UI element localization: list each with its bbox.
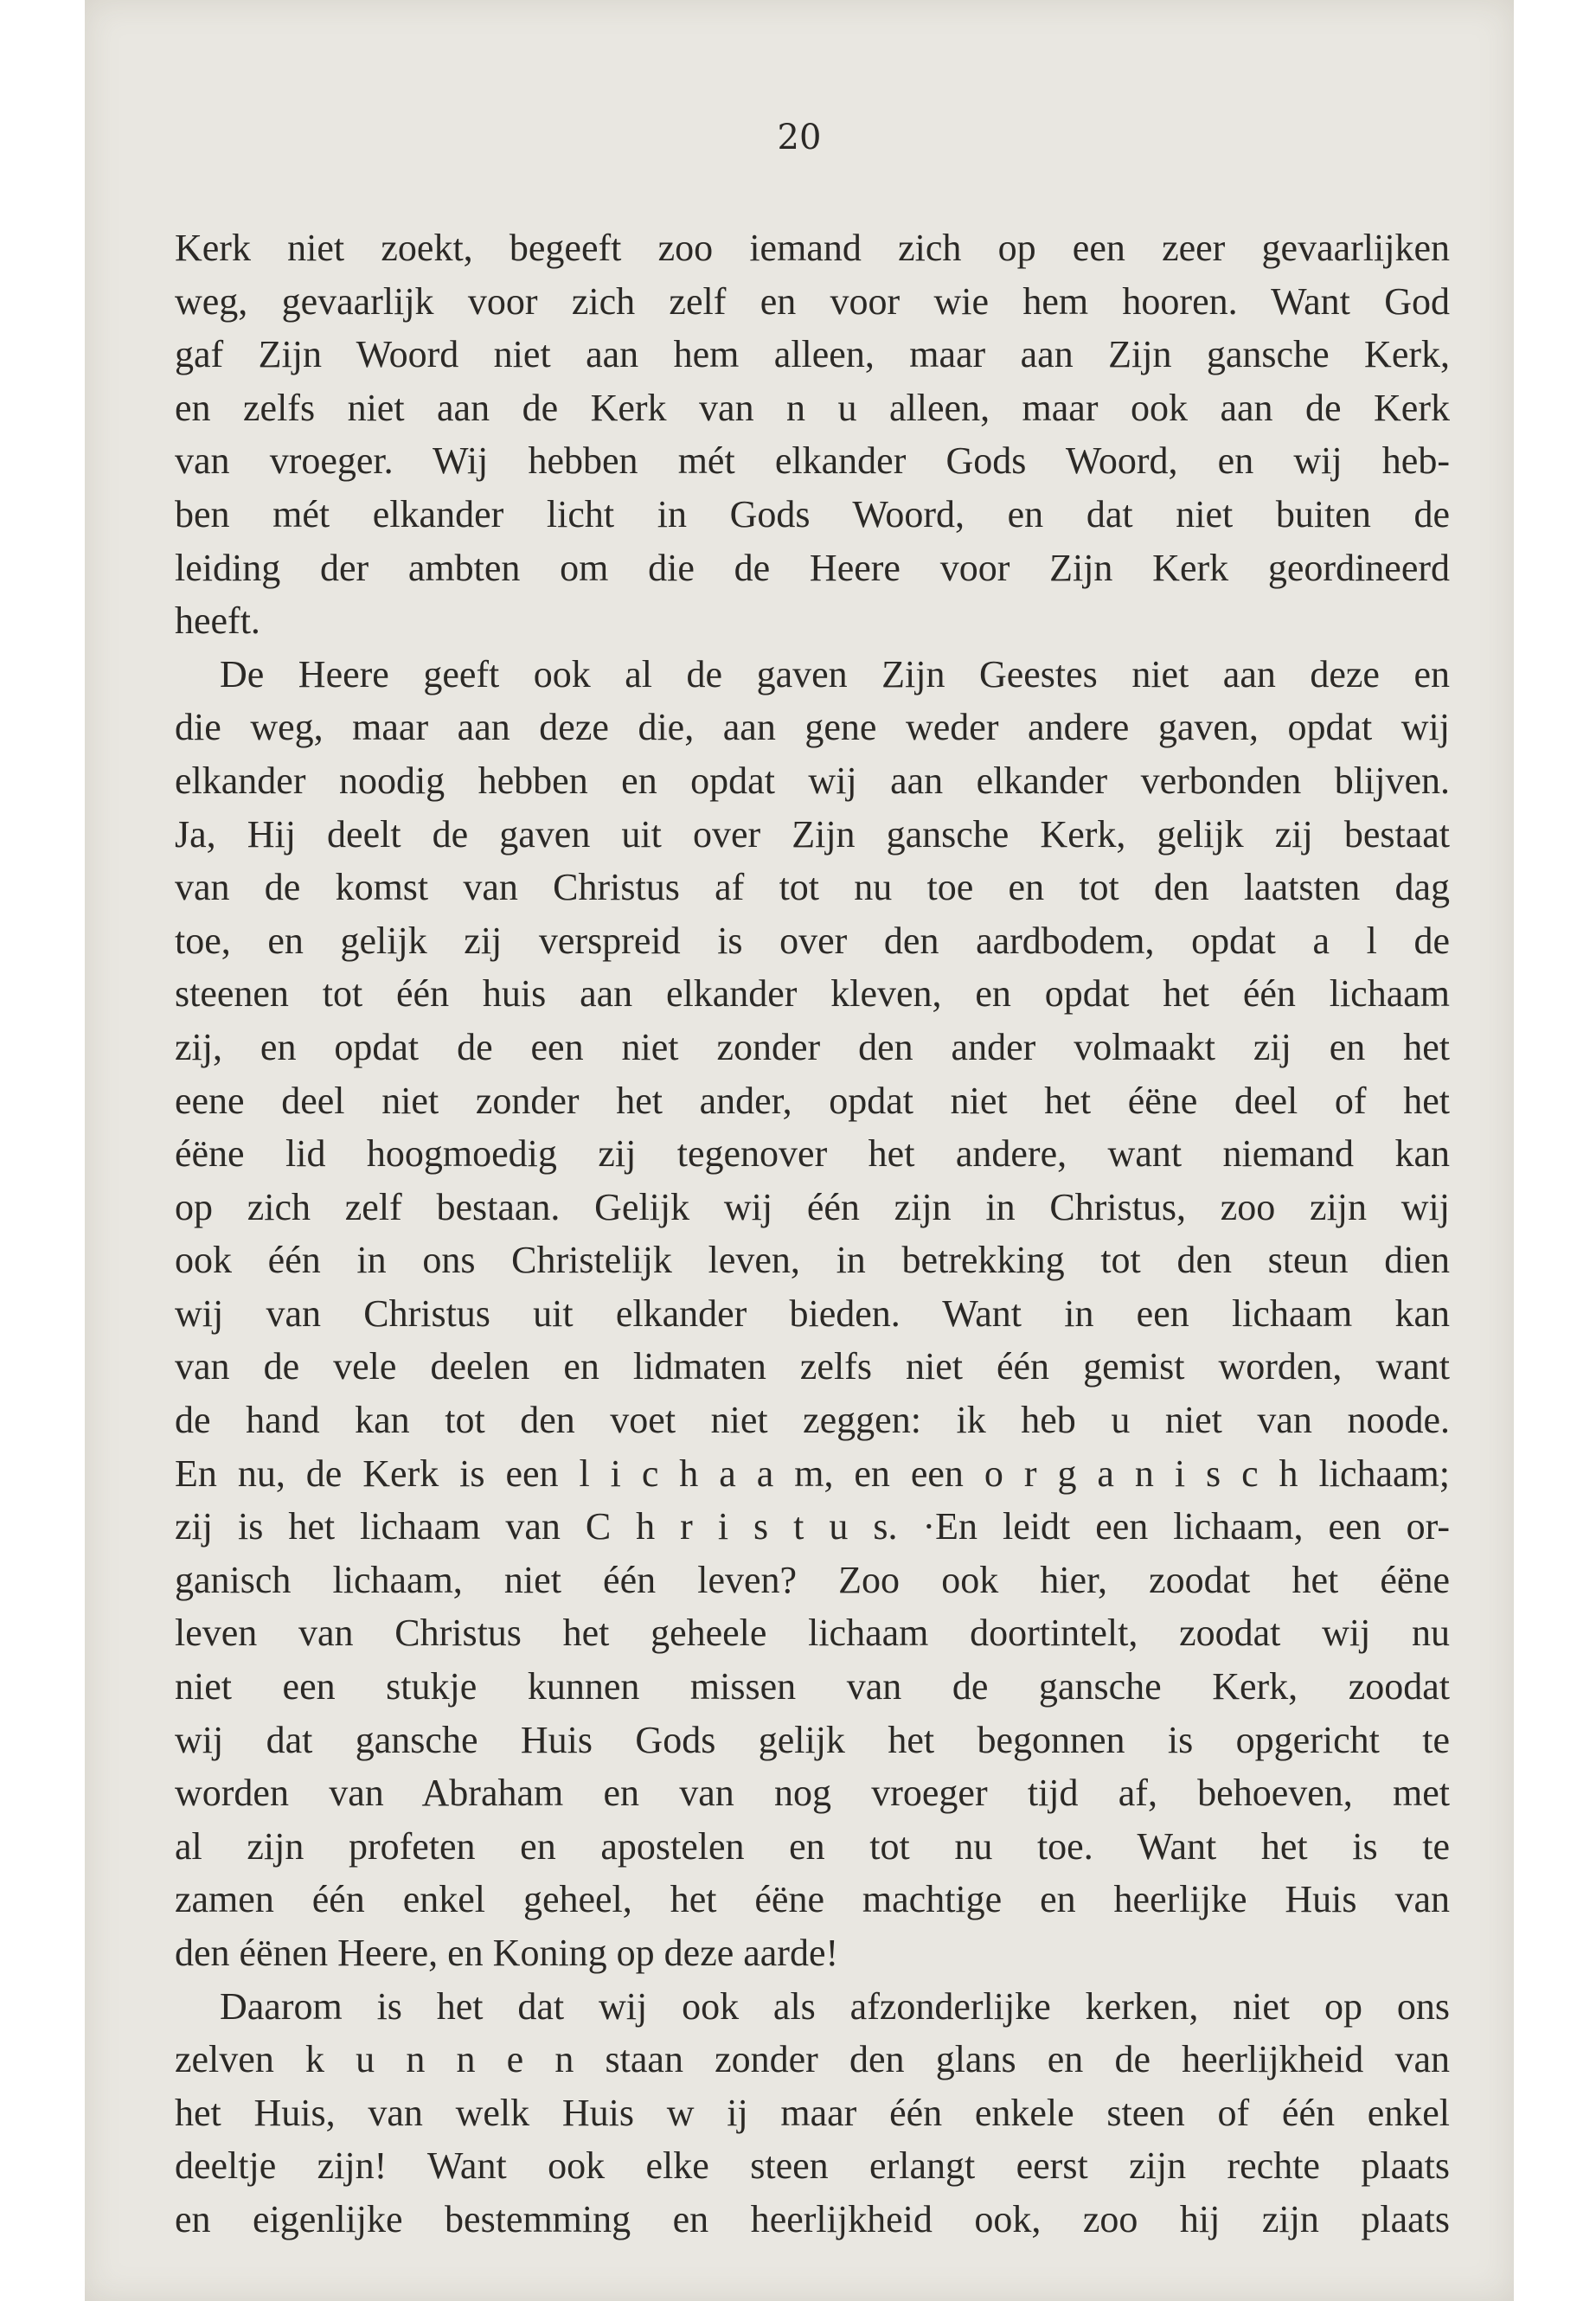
text-line: eene deel niet zonder het ander, opdat niet het éëne deel of het xyxy=(175,1079,1450,1122)
text-line: elkander noodig hebben en opdat wij aan elkander verbonden blijven. xyxy=(175,759,1450,802)
text-line: zij, en opdat de een niet zonder den ander volmaakt zij en het xyxy=(175,1025,1450,1068)
text-line: op zich zelf bestaan. Gelijk wij één zijn in Christus, zoo zijn wij xyxy=(175,1185,1450,1228)
text-line: niet een stukje kunnen missen van de gansche Kerk, zoodat xyxy=(175,1665,1450,1708)
text-line: die weg, maar aan deze die, aan gene weder andere gaven, opdat wij xyxy=(175,706,1450,749)
text-line: De Heere geeft ook al de gaven Zijn Geestes niet aan deze en xyxy=(220,652,1450,695)
text-line: zamen één enkel geheel, het éëne machtige en heerlijke Huis van xyxy=(175,1878,1450,1921)
text-line: den éënen Heere, en Koning op deze aarde! xyxy=(175,1932,839,1974)
text-line: weg, gevaarlijk voor zich zelf en voor wie hem hooren. Want God xyxy=(175,279,1450,323)
text-line: de hand kan tot den voet niet zeggen: ik heb u niet van noode. xyxy=(175,1399,1450,1442)
text-line: leiding der ambten om die de Heere voor Zijn Kerk geordineerd xyxy=(175,546,1450,589)
text-line: toe, en gelijk zij verspreid is over den aardbodem, opdat a l de xyxy=(175,919,1450,962)
text-line: Daarom is het dat wij ook als afzonderlijke kerken, niet op ons xyxy=(220,1984,1450,2028)
text-line: En nu, de Kerk is een l i c h a a m, en een o r g a n i s c h lichaam; xyxy=(175,1452,1450,1495)
body-text xyxy=(175,221,1450,2247)
text-line: Ja, Hij deelt de gaven uit over Zijn gansche Kerk, gelijk zij bestaat xyxy=(175,812,1450,856)
page-number: 20 xyxy=(777,118,822,157)
text-line: worden van Abraham en van nog vroeger tijd af, behoeven, met xyxy=(175,1772,1450,1815)
text-line: ganisch lichaam, niet één leven? Zoo ook hier, zoodat het éëne xyxy=(175,1558,1450,1601)
text-line: en eigenlijke bestemming en heerlijkheid ook, zoo hij zijn plaats xyxy=(175,2197,1450,2240)
text-line: steenen tot één huis aan elkander kleven, en opdat het één lichaam xyxy=(175,972,1450,1016)
text-line: al zijn profeten en apostelen en tot nu toe. Want het is te xyxy=(175,1824,1450,1868)
text-line: heeft. xyxy=(175,599,260,643)
text-line: het Huis, van welk Huis w ij maar één enkele steen of één enkel xyxy=(175,2091,1450,2134)
text-line: van vroeger. Wij hebben mét elkander Gods Woord, en wij heb- xyxy=(175,439,1450,483)
text-line: gaf Zijn Woord niet aan hem alleen, maar aan Zijn gansche Kerk, xyxy=(175,333,1450,376)
book-page xyxy=(85,0,1514,2301)
text-line: en zelfs niet aan de Kerk van n u alleen, maar ook aan de Kerk xyxy=(175,386,1450,429)
text-line: zelven k u n n e n staan zonder den glans en de heerlijkheid van xyxy=(175,2038,1450,2081)
text-line: ben mét elkander licht in Gods Woord, en dat niet buiten de xyxy=(175,492,1450,535)
text-line: deeltje zijn! Want ook elke steen erlangt eerst zijn rechte plaats xyxy=(175,2144,1450,2188)
text-line: wij van Christus uit elkander bieden. Want in een lichaam kan xyxy=(175,1292,1450,1335)
text-line: van de komst van Christus af tot nu toe en tot den laatsten dag xyxy=(175,866,1450,909)
text-line: éëne lid hoogmoedig zij tegenover het andere, want niemand kan xyxy=(175,1132,1450,1176)
text-line: leven van Christus het geheele lichaam doortintelt, zoodat wij nu xyxy=(175,1612,1450,1655)
text-line: wij dat gansche Huis Gods gelijk het begonnen is opgericht te xyxy=(175,1718,1450,1761)
text-line: ook één in ons Christelijk leven, in betrekking tot den steun dien xyxy=(175,1239,1450,1282)
text-line: Kerk niet zoekt, begeeft zoo iemand zich op een zeer gevaarlijken xyxy=(175,227,1450,269)
text-line: van de vele deelen en lidmaten zelfs niet één gemist worden, want xyxy=(175,1345,1450,1388)
text-line: zij is het lichaam van C h r i s t u s. ·En leidt een lichaam, een or- xyxy=(175,1505,1450,1548)
